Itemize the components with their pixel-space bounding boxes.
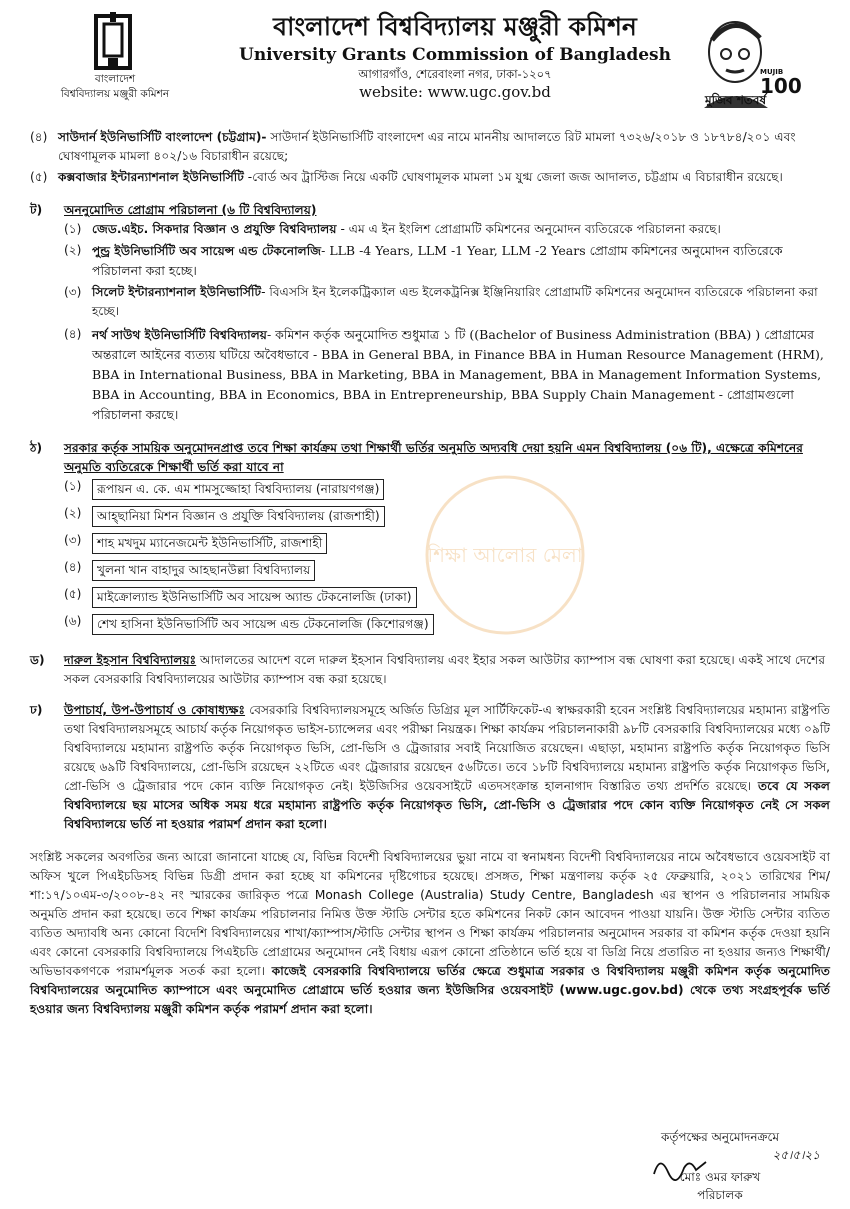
item-title: সিলেট ইন্টারন্যাশনাল ইউনিভার্সিটি — [92, 285, 262, 299]
section-provisional-universities — [30, 439, 830, 637]
item-text: -বোর্ড অব ট্রাস্টিজ নিয়ে একটি ঘোষণামূলক মামলা ১ম যুগ্ম জেলা জজ আদালত, চট্টগ্রাম এ বিচারাধীন রয়েছে। — [243, 170, 783, 184]
section-darul-ihsan — [30, 651, 830, 689]
list-item — [64, 325, 830, 425]
letterhead-center — [230, 10, 680, 102]
item-text: - বিএসসি ইন ইলেকট্রিক্যাল এন্ড ইলেকট্রনিক্স ইঞ্জিনিয়ারিং প্রোগ্রামটি কমিশনের অনুমোদন ব্যতিরেকে পরিচালনা করা হচ্ছে। — [92, 285, 818, 318]
item-number: (৬) — [64, 614, 82, 628]
watermark-text: শিক্ষা আলোর মেলা — [427, 543, 583, 567]
list-item — [30, 128, 830, 166]
item-text: - কমিশন কর্তৃক অনুমোদিত শুধুমাত্র ১ টি ((Bachelor of Business Administration (BBA) ) প্রোগ্রামের অন্তরালে আইনের ব্যত্যয় ঘটিয়ে অবৈধভাবে - BBA in General BBA, in Finance BBA in Human Resource Management (HRM), BBA in International Business, BBA in Marketing, BBA in Management, BBA in Management Information Systems, BBA in Accounting, BBA in Economics, BBA in Entrepreneurship, BBA Supply Chain Management - প্রোগ্রামগুলো পরিচালনা করছে। — [92, 327, 824, 422]
paragraph-advice: কাজেই বেসরকারি বিশ্ববিদ্যালয়ে ভর্তির ক্ষেত্রে শুধুমাত্র সরকার ও বিশ্ববিদ্যালয় মঞ্জুরী কমিশন কর্তৃক অনুমোদিত বিশ্ববিদ্যালয়ের অনুমোদিত ক্যাম্পাসে এবং অনুমোদিত প্রোগ্রামে ভর্তি হওয়ার জন্য ইউজিসির ওয়েবসাইট (www.ugc.gov.bd) থেকে তথ্য সংগ্রহপূর্বক ভর্তি হওয়ার জন্য বিশ্ববিদ্যালয় মঞ্জুরী কমিশন কর্তৃক পরামর্শ প্রদান করা হলো। — [30, 964, 831, 1016]
list-item — [64, 241, 830, 281]
logo-caption-line-2: বিশ্ববিদ্যালয় মঞ্জুরী কমিশন — [60, 88, 170, 100]
mujib-years: 100 — [760, 74, 802, 98]
item-number: (১) — [64, 222, 82, 236]
section-text: বেসরকারি বিশ্ববিদ্যালয়সমূহে অর্জিত ডিগ্রির মূল সার্টিফিকেট-এ স্বাক্ষরকারী হবেন সংশ্লিষ্ট বিশ্ববিদ্যালয়ের মহামান্য রাষ্ট্রপতি তথা বিশ্ববিদ্যালয়সমূহে আচার্য কর্তৃক নিয়োগকৃত ভাইস-চ্যান্সেলর এবং পরীক্ষা নিয়ন্ত্রক। শিক্ষা কার্যক্রম পরিচালনাকারী ৯৮টি বেসরকারি বিশ্ববিদ্যালয়ের মধ্যে ০৯টি বিশ্ববিদ্যালয়ে মহামান্য রাষ্ট্রপতি কর্তৃক নিয়োগকৃত ভিসি, প্রো-ভিসি ও ট্রেজারার সবাই নিয়োজিত রয়েছেন। এছাড়া, মহামান্য রাষ্ট্রপতি কর্তৃক নিয়োগকৃত ভিসি রয়েছে ৬৯টি বিশ্ববিদ্যালয়ে, প্রো-ভিসি রয়েছেন ২২টিতে এবং ট্রেজারার রয়েছেন ৫৬টিতে। তবে ১৮টি বিশ্ববিদ্যালয়ে মহামান্য রাষ্ট্রপতি কর্তৃক নিয়োগকৃত ভিসি, প্রো-ভিসি ও ট্রেজারার পদে কোন ব্যক্তি নিয়োগকৃত নেই। ইউজিসির ওয়েবসাইটে এতদসংক্রান্ত হালনাগাদ বিস্তারিত তথ্য প্রদর্শিত রয়েছে। — [64, 703, 831, 793]
item-number: (৫) — [30, 170, 48, 184]
university-name: খুলনা খান বাহাদুর আহছানউল্লা বিশ্ববিদ্যালয় — [92, 560, 315, 581]
item-title: নর্থ সাউথ ইউনিভার্সিটি বিশ্ববিদ্যালয় — [92, 328, 267, 342]
section-advice: তবে যে সকল বিশ্ববিদ্যালয়ে ছয় মাসের অধিক সময় ধরে মহামান্য রাষ্ট্রপতি কর্তৃক নিয়োগকৃত ভিসি, প্রো-ভিসি ও ট্রেজারার পদে কোন ব্যক্তি নিয়োগকৃত নেই সে সকল বিশ্ববিদ্যালয়ে ভর্তি না হওয়ার পরামর্শ প্রদান করা হলো। — [64, 779, 830, 831]
item-text: - LLB -4 Years, LLM -1 Year, LLM -2 Years প্রোগ্রাম কমিশনের অনুমোদন ব্যতিরেকে পরিচালনা করা হচ্ছে। — [92, 243, 783, 278]
list-item — [64, 220, 830, 239]
mujib-label: MUJIB — [760, 68, 784, 76]
list-item — [64, 504, 830, 529]
item-number: (৩) — [64, 533, 82, 547]
item-title: জেড.এইচ. সিকদার বিজ্ঞান ও প্রযুক্তি বিশ্ববিদ্যালয় — [92, 222, 337, 236]
list-item — [64, 558, 830, 583]
document-body — [30, 128, 830, 1019]
signature-scrawl-icon — [650, 1148, 840, 1182]
section-title: উপাচার্য, উপ-উপাচার্য ও কোষাধ্যক্ষঃ — [64, 703, 246, 717]
item-number: (৪) — [64, 560, 82, 574]
item-number: (২) — [64, 243, 82, 257]
logo-caption — [20, 72, 210, 102]
university-name: শেখ হাসিনা ইউনিভার্সিটি অব সায়েন্স এন্ড টেকনোলজি (কিশোরগঞ্জ) — [92, 614, 434, 635]
org-name-english: University Grants Commission of Bangladesh — [239, 45, 671, 65]
section-vc-appointments — [30, 701, 830, 834]
item-text: - এম এ ইন ইংলিশ প্রোগ্রামটি কমিশনের অনুমোদন ব্যতিরেকে পরিচালনা করছে। — [336, 222, 721, 236]
ugc-logo-icon — [88, 12, 138, 72]
section-text: আদালতের আদেশ বলে দারুল ইহসান বিশ্ববিদ্যালয় এবং ইহার সকল আউটার ক্যাম্পাস বন্ধ ঘোষণা করা হয়েছে। একই সাথে দেশের সকল বেসরকারি বিশ্ববিদ্যালয়ের আউটার ক্যাম্পাস বন্ধ করা হয়েছে। — [64, 653, 826, 686]
item-number: (২) — [64, 506, 82, 520]
mujib-bangla-label: মুজিব শতবর্ষ — [705, 93, 767, 107]
item-title: সাউদার্ন ইউনিভার্সিটি বাংলাদেশ (চট্টগ্রাম)- — [58, 130, 267, 144]
university-name: রূপায়ন এ. কে. এম শামসুজ্জোহা বিশ্ববিদ্যালয় (নারায়ণগঞ্জ) — [92, 479, 384, 500]
signatory-name: মোঃ ওমর ফারুখ — [679, 1170, 761, 1184]
approval-line: কর্তৃপক্ষের অনুমোদনক্রমে — [660, 1130, 779, 1144]
item-title: পুন্ড্র ইউনিভার্সিটি অব সায়েন্স এন্ড টেকনোলজি — [92, 244, 322, 258]
section-marker: ড) — [30, 653, 45, 667]
list-item — [64, 283, 830, 321]
list-item — [64, 531, 830, 556]
signatory-title: পরিচালক — [697, 1188, 743, 1202]
item-number: (৪) — [64, 327, 82, 341]
logo-caption-line-1: বাংলাদেশ — [94, 73, 136, 85]
list-item — [64, 585, 830, 610]
item-number: (৫) — [64, 587, 82, 601]
list-item — [64, 612, 830, 637]
letterhead — [0, 0, 850, 125]
signature-date: ২৫।৫।২১ — [772, 1148, 820, 1162]
list-item — [30, 168, 830, 187]
item-number: (১) — [64, 479, 82, 493]
item-number: (৩) — [64, 285, 82, 299]
item-number: (৪) — [30, 130, 48, 144]
section-marker: ট) — [30, 203, 43, 217]
list-item — [64, 477, 830, 502]
item-text: সাউদার্ন ইউনিভার্সিটি বাংলাদেশ এর নামে মাননীয় আদালতে রিট মামলা ৭৩২৬/২০১৮ ও ১৮৭৮৪/২০১ এবং ঘোষণামূলক মামলা ৪০২/১৬ বিচারাধীন রয়েছে; — [58, 130, 796, 163]
section-marker: ঠ) — [30, 441, 43, 455]
section-title: অননুমোদিত প্রোগ্রাম পরিচালনা (৬ টি বিশ্ববিদ্যালয়) — [64, 203, 317, 217]
org-address: আগারগাঁও, শেরেবাংলা নগর, ঢাকা-১২০৭ — [358, 67, 552, 81]
university-name: আহ্ছানিয়া মিশন বিজ্ঞান ও প্রযুক্তি বিশ্ববিদ্যালয় (রাজশাহী) — [92, 506, 385, 527]
section-title: দারুল ইহসান বিশ্ববিদ্যালয়ঃ — [64, 653, 197, 667]
org-name-bangla: বাংলাদেশ বিশ্ববিদ্যালয় মঞ্জুরী কমিশন — [273, 12, 637, 41]
item-title: কক্সবাজার ইন্টারন্যাশনাল ইউনিভার্সিটি — [58, 170, 244, 184]
final-notice-paragraph — [30, 848, 830, 1019]
section-title: সরকার কর্তৃক সাময়িক অনুমোদনপ্রাপ্ত তবে শিক্ষা কার্যক্রম তথা শিক্ষার্থী ভর্তির অনুমতি অদ্যবধি দেয়া হয়নি এমন বিশ্ববিদ্যালয় (০৬ টি), এক্ষেত্রে কমিশনের অনুমতি ব্যতিরেকে শিক্ষার্থী ভর্তি করা যাবে না — [64, 441, 803, 474]
mujib-100-badge — [760, 68, 802, 96]
university-name: মাইক্রোল্যান্ড ইউনিভার্সিটি অব সায়েন্স অ্যান্ড টেকনোলজি (ঢাকা) — [92, 587, 417, 608]
section-unapproved-programs — [30, 201, 830, 425]
paragraph-text: সংশ্লিষ্ট সকলের অবগতির জন্য আরো জানানো যাচ্ছে যে, বিভিন্ন বিদেশী বিশ্ববিদ্যালয়ের ভুয়া নামে বা স্বনামধন্য বিদেশী বিশ্ববিদ্যালয়ের নামে অবৈধভাবে ওয়েবসাইট বা অফিস খুলে পিএইচডিসহ বিভিন্ন ডিগ্রী প্রদান করা হচ্ছে যা কমিশনের দৃষ্টিগোচর হয়েছে। প্রসঙ্গত, শিক্ষা মন্ত্রণালয় কর্তৃক ২৫ ফেব্রুয়ারি, ২০২১ তারিখের শিম/শা:১৭/১০এম-৩/২০০৮-৪২ নং স্মারকের জারিকৃত পত্রে Monash College (Australia) Study Centre, Bangladesh এর স্থাপন ও পরিচালনার সাময়িক অনুমতি প্রদান করা হয়েছে। তবে শিক্ষা কার্যক্রম পরিচালনার নিমিত্ত উক্ত স্টাডি সেন্টার হতে কমিশনের নিকট কোন আবেদন পাওয়া যায়নি। উক্ত স্টাডি সেন্টার ব্যতিত ব্যতিত অদ্যাবধি অন্য কোনো বিদেশি বিশ্ববিদ্যালয়ের শাখা/ক্যাম্পাস/স্টাডি সেন্টার স্থাপন ও শিক্ষা কার্যক্রম পরিচালনার অনুমোদন সরকার বা কমিশন কর্তৃক দেওয়া হয়নি এবং কোনো বেসরকারি বিশ্ববিদ্যালয়ে পিএইচডি প্রোগ্রামের অনুমোদন নেই বিধায় এরূপ কোনো প্রতিষ্ঠানে ভর্তি হয়ে বা ডিগ্রি নিয়ে প্রতারিত না হওয়ার জন্যও শিক্ষার্থী/অভিভাবকগণকে পরামর্শমূলক সতর্ক করা হলো। — [30, 850, 830, 978]
section-marker: ঢ) — [30, 703, 43, 717]
university-name: শাহ মখদুম ম্যানেজমেন্ট ইউনিভার্সিটি, রাজশাহী — [92, 533, 327, 554]
org-website: website: www.ugc.gov.bd — [359, 83, 551, 101]
